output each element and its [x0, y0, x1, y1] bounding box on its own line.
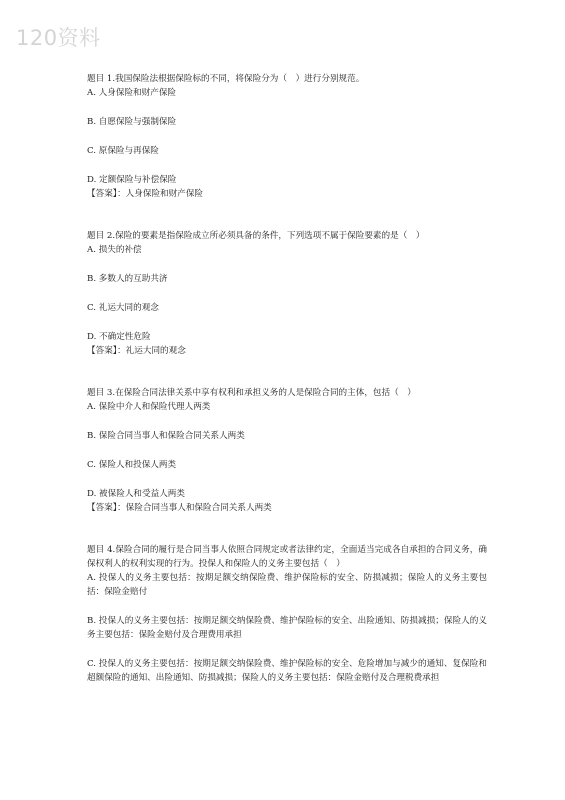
option-b: B. 投保人的义务主要包括：按期足额交纳保险费、维护保险标的安全、出险通知、防损减损；保险人的义务主要包括：保险金赔付及合理费用承担 [87, 616, 487, 640]
option-c: C. 礼运大同的观念 [87, 303, 159, 313]
question-stem: 题目 3.在保险合同法律关系中享有权利和承担义务的人是保险合同的主体，包括（ ） [87, 388, 416, 398]
option-a: A. 人身保险和财产保险 [87, 88, 177, 98]
question-stem: 题目 4.保险合同的履行是合同当事人依照合同规定或者法律约定，全面适当完成各自承担的合同义务，确保权利人的权利实现的行为。投保人和保险人的义务主要包括（ ） [87, 545, 487, 569]
question-4 [87, 543, 487, 685]
watermark: 120资料 [16, 26, 101, 50]
question-1 [87, 72, 487, 201]
question-3 [87, 386, 487, 515]
option-d: D. 不确定性危险 [87, 332, 151, 342]
option-a: A. 保险中介人和保险代理人两类 [87, 402, 211, 412]
answer: 【答案】：人身保险和财产保险 [87, 189, 204, 199]
option-a: A. 损失的补偿 [87, 245, 142, 255]
option-b: B. 多数人的互助共济 [87, 274, 168, 284]
answer: 【答案】：礼运大同的观念 [87, 346, 186, 356]
option-a: A. 投保人的义务主要包括：按期足额交纳保险费、维护保险标的安全、防损减损；保险人的义务主要包括：保险金赔付 [87, 573, 487, 597]
document-body [87, 72, 487, 685]
option-c: C. 原保险与再保险 [87, 146, 159, 156]
question-2 [87, 229, 487, 358]
option-b: B. 保险合同当事人和保险合同关系人两类 [87, 431, 245, 441]
question-stem: 题目 2.保险的要素是指保险成立所必须具备的条件，下列选项不属于保险要素的是（ ） [87, 231, 425, 241]
answer: 【答案】：保险合同当事人和保险合同关系人两类 [87, 503, 272, 513]
option-c: C. 投保人的义务主要包括：按期足额交纳保险费、维护保险标的安全、危险增加与减少的通知、复保险和超额保险的通知、出险通知、防损减损；保险人的义务主要包括：保险金赔付及合理税费承担 [87, 659, 487, 683]
option-b: B. 自愿保险与强制保险 [87, 117, 177, 127]
option-c: C. 保险人和投保人两类 [87, 460, 177, 470]
option-d: D. 被保险人和受益人两类 [87, 489, 185, 499]
option-d: D. 定额保险与补偿保险 [87, 175, 177, 185]
question-stem: 题目 1.我国保险法根据保险标的不同，将保险分为（ ）进行分别规范。 [87, 74, 365, 84]
